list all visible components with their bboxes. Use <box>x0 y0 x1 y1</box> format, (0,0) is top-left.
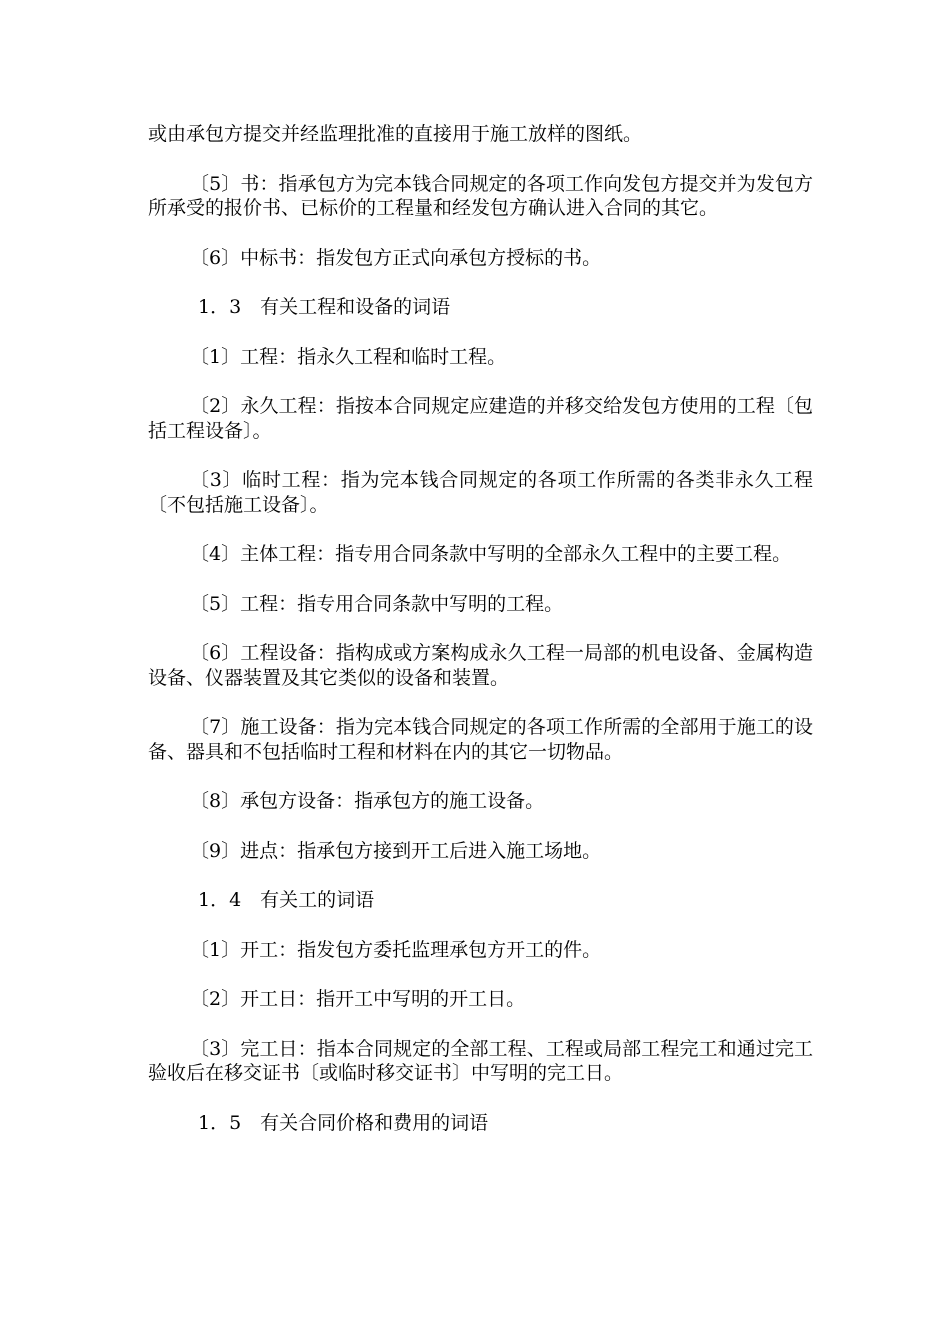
section-heading-1-3: 1．3 有关工程和设备的词语 <box>198 296 451 318</box>
paragraph-definition-works-equipment: 〔6〕工程设备：指构成或方案构成永久工程一局部的机电设备、金属构造设备、仪器装置及其它类似的设备和装置。 <box>148 642 813 689</box>
paragraph-definition-bid-book: 〔5〕书：指承包方为完本钱合同规定的各项工作向发包方提交并为发包方所承受的报价书、已标价的工程量和经发包方确认进入合同的其它。 <box>148 172 813 219</box>
paragraph-definition-contractor-equipment: 〔8〕承包方设备：指承包方的施工设备。 <box>190 790 545 812</box>
section-heading-1-5: 1．5 有关合同价格和费用的词语 <box>198 1111 489 1134</box>
paragraph-definition-completion-date: 〔3〕完工日：指本合同规定的全部工程、工程或局部工程完工和通过完工验收后在移交证书〔或临时移交证书〕中写明的完工日。 <box>148 1037 813 1084</box>
paragraph-definition-project: 〔5〕工程：指专用合同条款中写明的工程。 <box>190 592 564 615</box>
section-heading-1-4: 1．4 有关工的词语 <box>198 889 375 911</box>
paragraph-definition-commencement-date: 〔2〕开工日：指开工中写明的开工日。 <box>190 988 526 1010</box>
document-body <box>148 122 813 1160</box>
paragraph-definition-works: 〔1〕工程：指永久工程和临时工程。 <box>190 345 507 368</box>
paragraph-definition-commencement-notice: 〔1〕开工：指发包方委托监理承包方开工的件。 <box>190 938 602 961</box>
paragraph-definition-construction-equipment: 〔7〕施工设备：指为完本钱合同规定的各项工作所需的全部用于施工的设备、器具和不包括临时工程和材料在内的其它一切物品。 <box>148 716 813 763</box>
paragraph-definition-award-letter: 〔6〕中标书：指发包方正式向承包方授标的书。 <box>190 246 602 269</box>
paragraph-definition-permanent-works: 〔2〕永久工程：指按本合同规定应建造的并移交给发包方使用的工程〔包括工程设备〕。 <box>148 395 813 442</box>
paragraph-definition-main-works: 〔4〕主体工程：指专用合同条款中写明的全部永久工程中的主要工程。 <box>190 543 792 565</box>
paragraph-definition-site-entry: 〔9〕进点：指承包方接到开工后进入施工场地。 <box>190 839 602 862</box>
paragraph-continuation: 或由承包方提交并经监理批准的直接用于施工放样的图纸。 <box>148 123 643 145</box>
paragraph-definition-temporary-works: 〔3〕临时工程：指为完本钱合同规定的各项工作所需的各类非永久工程〔不包括施工设备〕。 <box>148 469 813 516</box>
